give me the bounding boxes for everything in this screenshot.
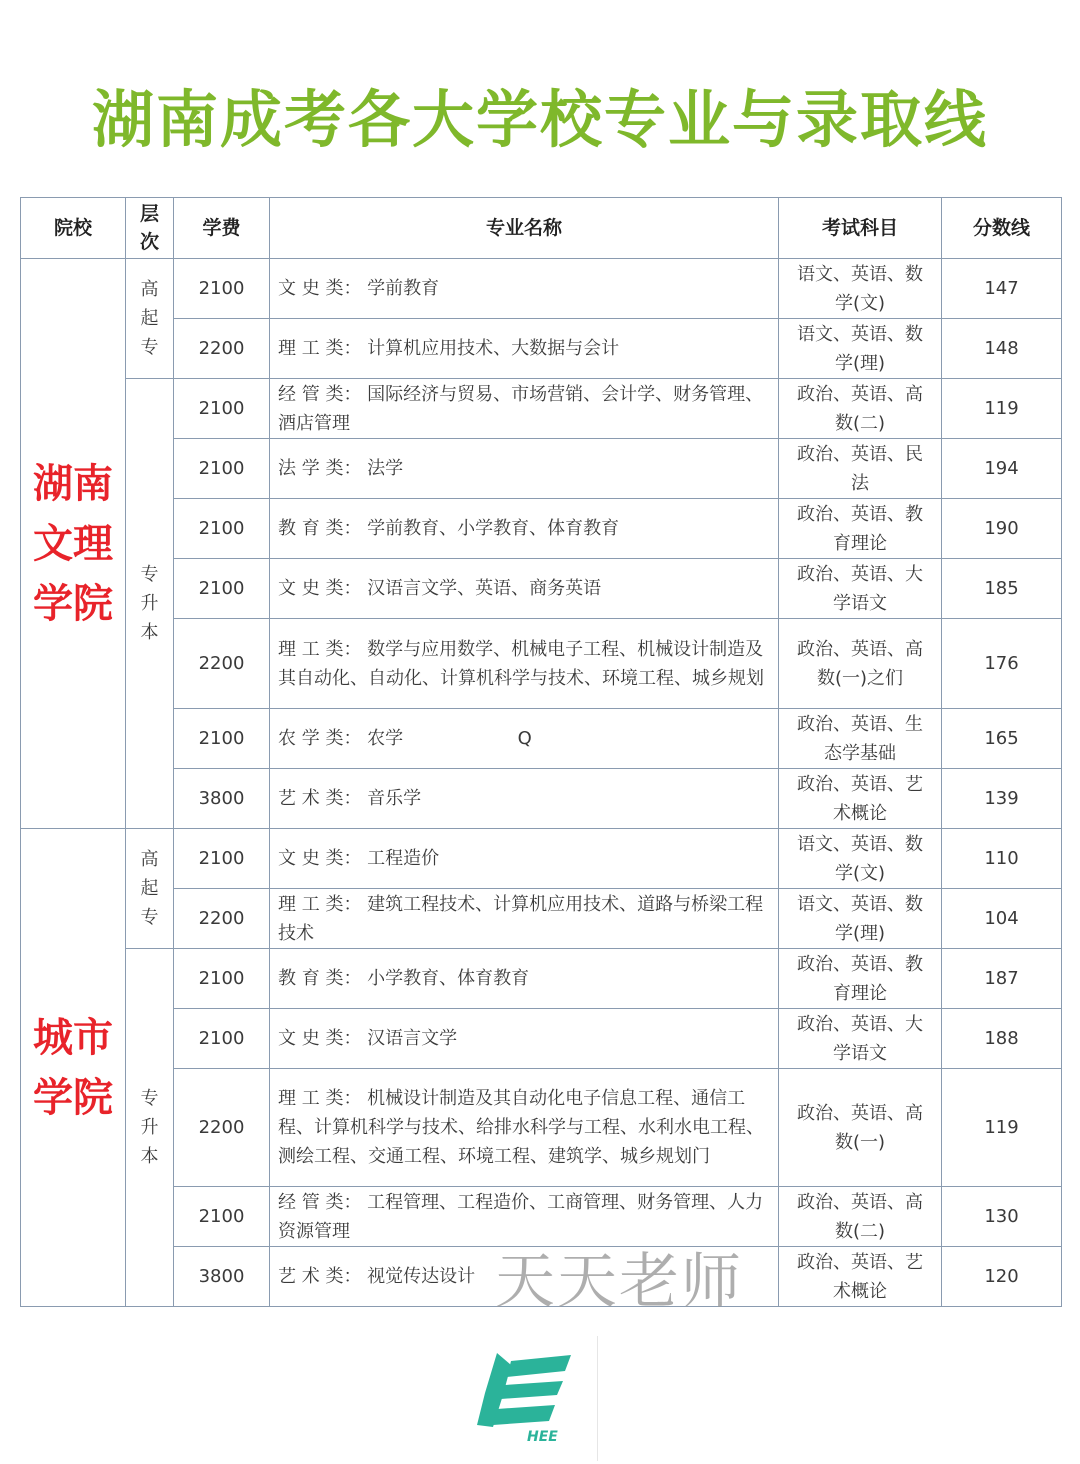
subjects-cell: 政治、英语、生态学基础 bbox=[779, 709, 942, 769]
subjects-cell: 政治、英语、大学语文 bbox=[779, 1009, 942, 1069]
table-row bbox=[21, 619, 1062, 709]
score-cell: 110 bbox=[942, 829, 1062, 889]
header-school: 院校 bbox=[21, 198, 126, 259]
level-cell: 专 升 本 bbox=[126, 379, 174, 829]
score-cell: 187 bbox=[942, 949, 1062, 1009]
subjects-cell: 政治、英语、艺术概论 bbox=[779, 1247, 942, 1307]
table-row bbox=[21, 889, 1062, 949]
level-cell: 高 起 专 bbox=[126, 259, 174, 379]
score-cell: 147 bbox=[942, 259, 1062, 319]
fee-cell: 2200 bbox=[174, 319, 270, 379]
fee-cell: 2100 bbox=[174, 829, 270, 889]
header-level: 层 次 bbox=[126, 198, 174, 259]
table-row bbox=[21, 499, 1062, 559]
major-cell: 理 工 类： 计算机应用技术、大数据与会计 bbox=[270, 319, 779, 379]
score-cell: 148 bbox=[942, 319, 1062, 379]
subjects-cell: 政治、英语、民法 bbox=[779, 439, 942, 499]
score-cell: 119 bbox=[942, 1069, 1062, 1187]
major-cell: 理 工 类： 数学与应用数学、机械电子工程、机械设计制造及其自动化、自动化、计算机科学与技术、环境工程、城乡规划 bbox=[270, 619, 779, 709]
fee-cell: 2200 bbox=[174, 619, 270, 709]
page-title: 湖南成考各大学校专业与录取线 bbox=[91, 83, 988, 156]
fee-cell: 2100 bbox=[174, 559, 270, 619]
subjects-cell: 政治、英语、大学语文 bbox=[779, 559, 942, 619]
subjects-cell: 语文、英语、数学(理) bbox=[779, 319, 942, 379]
hee-logo bbox=[467, 1345, 577, 1445]
table-row bbox=[21, 1069, 1062, 1187]
table-row bbox=[21, 949, 1062, 1009]
table-row bbox=[21, 1009, 1062, 1069]
table-row bbox=[21, 379, 1062, 439]
major-cell: 文 史 类： 汉语言文学 bbox=[270, 1009, 779, 1069]
subjects-cell: 政治、英语、艺术概论 bbox=[779, 769, 942, 829]
subjects-cell: 政治、英语、高数(一)之们 bbox=[779, 619, 942, 709]
divider bbox=[597, 1336, 598, 1461]
subjects-cell: 政治、英语、教育理论 bbox=[779, 499, 942, 559]
fee-cell: 2100 bbox=[174, 259, 270, 319]
fee-cell: 2200 bbox=[174, 1069, 270, 1187]
subjects-cell: 政治、英语、高数(一) bbox=[779, 1069, 942, 1187]
subjects-cell: 政治、英语、高数(二) bbox=[779, 1187, 942, 1247]
major-cell: 文 史 类： 学前教育 bbox=[270, 259, 779, 319]
admission-table bbox=[20, 197, 1062, 1307]
level-cell: 专 升 本 bbox=[126, 949, 174, 1307]
table-row bbox=[21, 439, 1062, 499]
major-cell: 经 管 类： 工程管理、工程造价、工商管理、财务管理、人力资源管理 bbox=[270, 1187, 779, 1247]
level-cell: 高 起 专 bbox=[126, 829, 174, 949]
score-cell: 185 bbox=[942, 559, 1062, 619]
major-cell: 文 史 类： 工程造价 bbox=[270, 829, 779, 889]
major-cell: 理 工 类： 机械设计制造及其自动化电子信息工程、通信工程、计算机科学与技术、给排水科学与工程、水利水电工程、测绘工程、交通工程、环境工程、建筑学、城乡规划门 bbox=[270, 1069, 779, 1187]
major-cell: 教 育 类： 学前教育、小学教育、体育教育 bbox=[270, 499, 779, 559]
major-cell: 教 育 类： 小学教育、体育教育 bbox=[270, 949, 779, 1009]
fee-cell: 3800 bbox=[174, 769, 270, 829]
watermark-text: 天天老师 bbox=[495, 1247, 743, 1317]
fee-cell: 2100 bbox=[174, 1187, 270, 1247]
score-cell: 119 bbox=[942, 379, 1062, 439]
table-row bbox=[21, 829, 1062, 889]
school-name: 湖南 文理 学院 bbox=[21, 259, 126, 829]
table-row bbox=[21, 259, 1062, 319]
score-cell: 194 bbox=[942, 439, 1062, 499]
header-major: 专业名称 bbox=[270, 198, 779, 259]
table-header-row bbox=[21, 198, 1062, 259]
fee-cell: 2100 bbox=[174, 1009, 270, 1069]
hee-logo-icon bbox=[467, 1345, 577, 1445]
fee-cell: 2100 bbox=[174, 709, 270, 769]
fee-cell: 2100 bbox=[174, 379, 270, 439]
subjects-cell: 语文、英语、数学(文) bbox=[779, 829, 942, 889]
table-row bbox=[21, 769, 1062, 829]
table-row bbox=[21, 709, 1062, 769]
score-cell: 190 bbox=[942, 499, 1062, 559]
school-name: 城市 学院 bbox=[21, 829, 126, 1307]
header-subjects: 考试科目 bbox=[779, 198, 942, 259]
fee-cell: 2100 bbox=[174, 949, 270, 1009]
major-cell: 艺 术 类： 视觉传达设计 bbox=[270, 1247, 779, 1307]
table-row bbox=[21, 559, 1062, 619]
major-cell: 理 工 类： 建筑工程技术、计算机应用技术、道路与桥梁工程技术 bbox=[270, 889, 779, 949]
subjects-cell: 政治、英语、高数(二) bbox=[779, 379, 942, 439]
major-cell: 文 史 类： 汉语言文学、英语、商务英语 bbox=[270, 559, 779, 619]
subjects-cell: 语文、英语、数学(文) bbox=[779, 259, 942, 319]
score-cell: 139 bbox=[942, 769, 1062, 829]
fee-cell: 2100 bbox=[174, 439, 270, 499]
major-cell: 经 管 类： 国际经济与贸易、市场营销、会计学、财务管理、酒店管理 bbox=[270, 379, 779, 439]
header-fee: 学费 bbox=[174, 198, 270, 259]
major-cell: 艺 术 类： 音乐学 bbox=[270, 769, 779, 829]
fee-cell: 2200 bbox=[174, 889, 270, 949]
score-cell: 130 bbox=[942, 1187, 1062, 1247]
score-cell: 188 bbox=[942, 1009, 1062, 1069]
logo-text: HEE bbox=[527, 1429, 558, 1445]
score-cell: 165 bbox=[942, 709, 1062, 769]
subjects-cell: 语文、英语、数学(理) bbox=[779, 889, 942, 949]
header-score: 分数线 bbox=[942, 198, 1062, 259]
table-row bbox=[21, 319, 1062, 379]
major-cell: 法 学 类： 法学 bbox=[270, 439, 779, 499]
fee-cell: 3800 bbox=[174, 1247, 270, 1307]
score-cell: 176 bbox=[942, 619, 1062, 709]
score-cell: 120 bbox=[942, 1247, 1062, 1307]
score-cell: 104 bbox=[942, 889, 1062, 949]
major-cell: 农 学 类： 农学 Q bbox=[270, 709, 779, 769]
subjects-cell: 政治、英语、教育理论 bbox=[779, 949, 942, 1009]
fee-cell: 2100 bbox=[174, 499, 270, 559]
